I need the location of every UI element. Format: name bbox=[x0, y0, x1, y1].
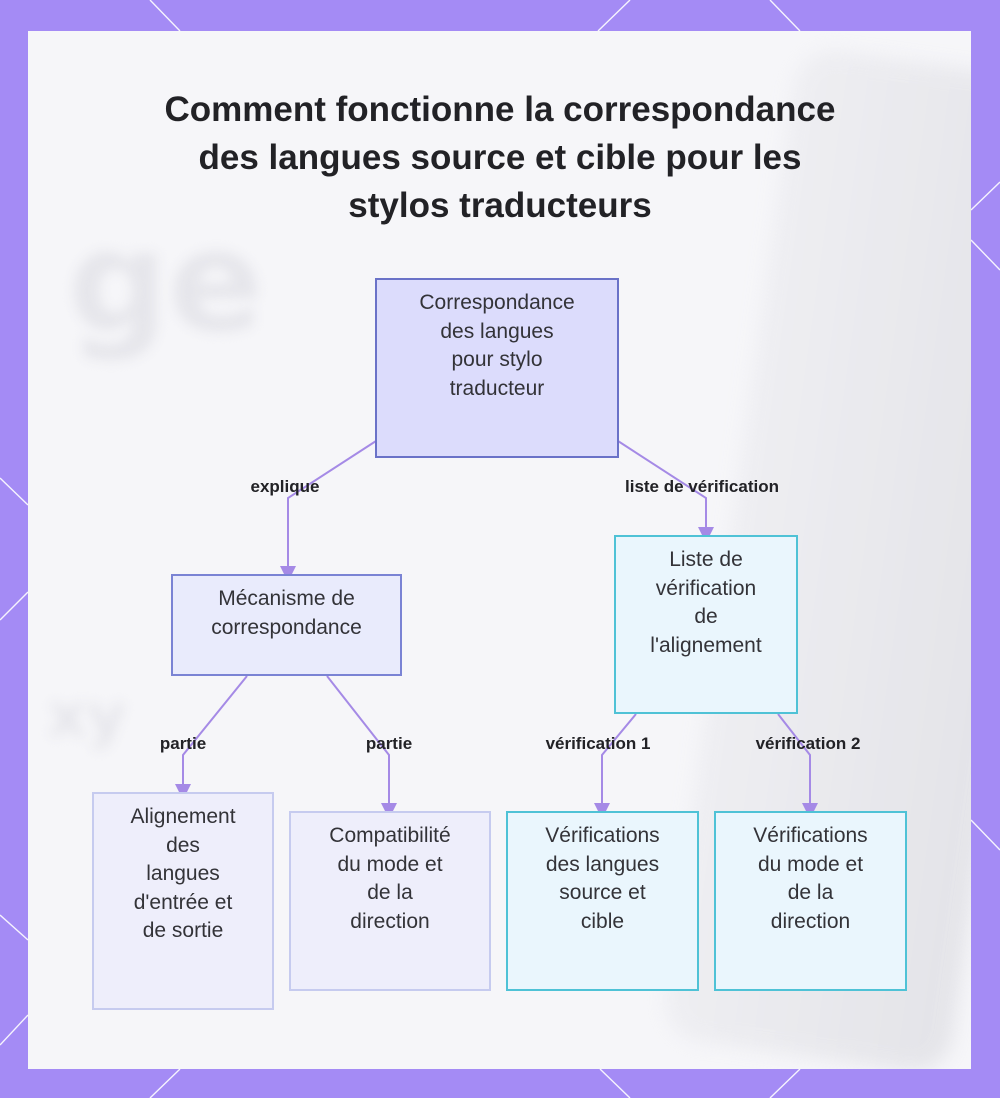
node-root: Correspondance des langues pour stylo traducteur bbox=[375, 278, 619, 458]
node-verif-lang: Vérifications des langues source et cible bbox=[506, 811, 699, 991]
edge-label-explains: explique bbox=[250, 477, 320, 496]
edge-label-checklist: liste de vérification bbox=[625, 477, 779, 496]
background-blur-glyph: xy bbox=[48, 681, 126, 751]
edge-root-to-mechanism bbox=[288, 441, 376, 574]
edge-checklist-to-verif-mode bbox=[778, 714, 810, 811]
background-blur-glyph: ge bbox=[68, 201, 264, 364]
node-checklist: Liste de vérification de l'alignement bbox=[614, 535, 798, 714]
diagram-title: Comment fonctionne la correspondance des langues source et cible pour les stylos traducteurs bbox=[164, 90, 836, 225]
node-verif-mode: Vérifications du mode et de la direction bbox=[714, 811, 907, 991]
edge-label-verif-1: vérification 1 bbox=[545, 734, 651, 753]
node-mechanism: Mécanisme de correspondance bbox=[171, 574, 402, 676]
node-alignment: Alignement des langues d'entrée et de sortie bbox=[92, 792, 274, 1010]
edge-label-part-2: partie bbox=[365, 734, 413, 753]
edge-label-part-1: partie bbox=[159, 734, 207, 753]
edge-label-verif-2: vérification 2 bbox=[755, 734, 861, 753]
edge-checklist-to-verif-lang bbox=[602, 714, 636, 811]
node-compat: Compatibilité du mode et de la direction bbox=[289, 811, 491, 991]
